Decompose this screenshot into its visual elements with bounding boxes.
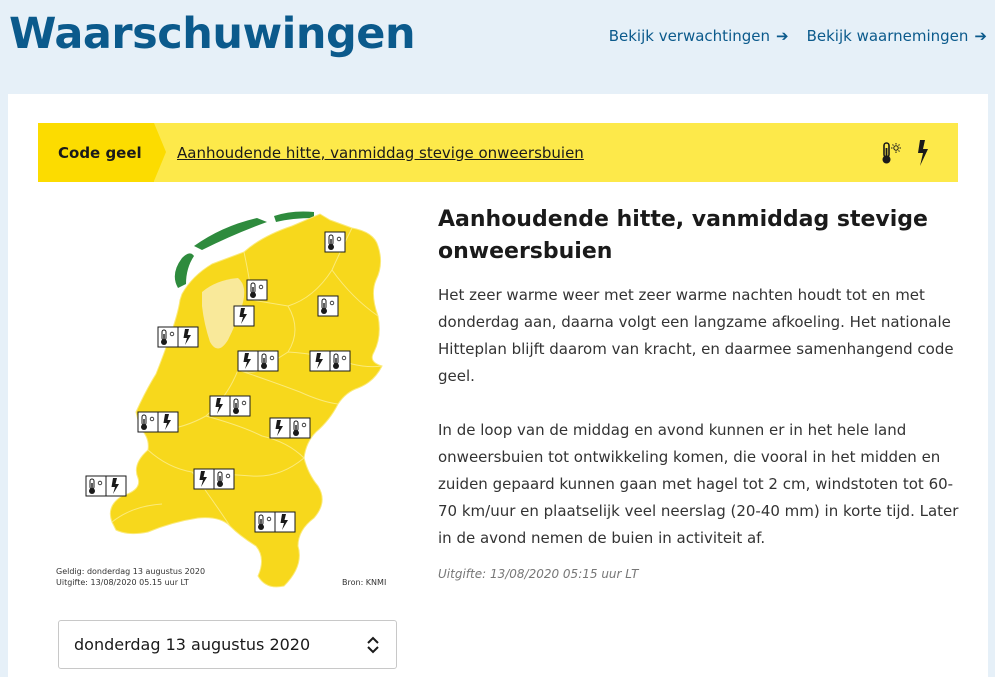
map-bolt-icon bbox=[275, 512, 295, 532]
map-thermo-icon bbox=[258, 351, 278, 371]
map-validity bbox=[56, 566, 205, 588]
article-paragraph: In de loop van de middag en avond kunnen er in het hele land onweersbuien tot ontwikkeling komen, die vooral in het midden en zuiden gepaard kunnen gaan met hagel tot 2 cm, windstoten tot 60-70 km/uur en plaatselijk veel neerslag (20-40 mm) in korte tijd. Later in de avond nemen de buien in activiteit af. bbox=[438, 421, 959, 547]
arrow-right-icon: ➔ bbox=[776, 27, 789, 45]
header-nav bbox=[609, 27, 987, 45]
lightning-icon bbox=[916, 140, 934, 166]
link-verwachtingen-label: Bekijk verwachtingen bbox=[608, 27, 770, 45]
map-thermo-icon bbox=[230, 396, 250, 416]
link-verwachtingen[interactable] bbox=[609, 27, 789, 45]
select-chevron-icon bbox=[366, 635, 380, 655]
map-bolt-icon bbox=[310, 351, 330, 371]
link-waarnemingen[interactable] bbox=[807, 27, 987, 45]
warning-map[interactable] bbox=[52, 206, 402, 596]
map-thermo-icon bbox=[138, 412, 158, 432]
banner-warning-link[interactable]: Aanhoudende hitte, vanmiddag stevige onweersbuien bbox=[177, 143, 584, 162]
code-badge: Code geel bbox=[38, 123, 154, 182]
netherlands-map bbox=[52, 206, 402, 596]
map-source: Bron: KNMI bbox=[342, 578, 387, 587]
warning-article bbox=[438, 204, 966, 581]
map-thermo-icon bbox=[330, 351, 350, 371]
map-bolt-icon bbox=[194, 469, 214, 489]
map-thermo-icon bbox=[86, 476, 106, 496]
map-bolt-icon bbox=[234, 306, 254, 326]
map-thermo-icon bbox=[255, 512, 275, 532]
article-title: Aanhoudende hitte, vanmiddag stevige onweersbuien bbox=[438, 207, 928, 264]
map-valid-text: Geldig: donderdag 13 augustus 2020 bbox=[56, 567, 206, 576]
map-issued-text: Uitgifte: 13/08/2020 05.15 uur LT bbox=[56, 578, 189, 587]
map-thermo-icon bbox=[325, 232, 345, 252]
thermometer-sun-icon bbox=[880, 141, 902, 165]
date-select[interactable] bbox=[58, 620, 397, 669]
map-thermo-icon bbox=[214, 469, 234, 489]
map-bolt-icon bbox=[238, 351, 258, 371]
page-title: Waarschuwingen bbox=[9, 9, 416, 59]
banner-icons bbox=[880, 140, 934, 166]
map-thermo-icon bbox=[290, 418, 310, 438]
article-paragraph: Het zeer warme weer met zeer warme nachten houdt tot en met donderdag aan, daarna volgt een langzame afkoeling. Het nationale Hitteplan blijft daarom van kracht, en daarmee samenhangend code geel. bbox=[438, 286, 954, 385]
map-bolt-icon bbox=[106, 476, 126, 496]
arrow-right-icon: ➔ bbox=[974, 27, 987, 45]
date-select-value: donderdag 13 augustus 2020 bbox=[74, 635, 311, 654]
map-bolt-icon bbox=[158, 412, 178, 432]
map-bolt-icon bbox=[178, 327, 198, 347]
map-thermo-icon bbox=[318, 296, 338, 316]
map-thermo-icon bbox=[158, 327, 178, 347]
link-waarnemingen-label: Bekijk waarnemingen bbox=[806, 27, 969, 45]
warning-banner bbox=[38, 123, 958, 182]
map-thermo-icon bbox=[247, 280, 267, 300]
article-issued: Uitgifte: 13/08/2020 05:15 uur LT bbox=[438, 567, 639, 581]
warning-card bbox=[8, 94, 988, 677]
map-bolt-icon bbox=[270, 418, 290, 438]
map-bolt-icon bbox=[210, 396, 230, 416]
